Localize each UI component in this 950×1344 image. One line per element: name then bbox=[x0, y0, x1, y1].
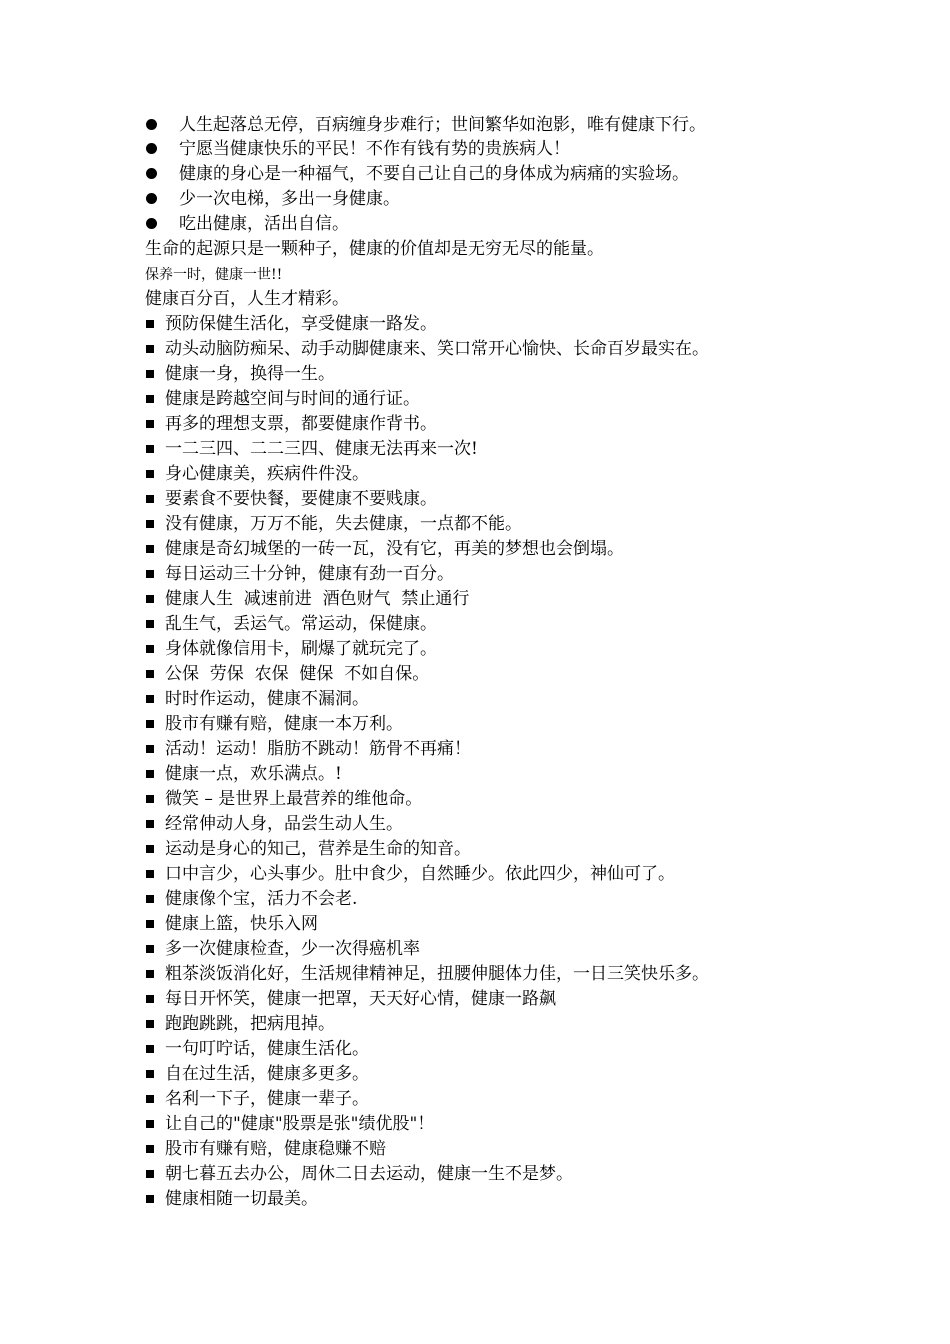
square-bullet-line bbox=[145, 1038, 369, 1060]
square-bullet-line bbox=[145, 488, 437, 510]
square-line-text: 每日开怀笑，健康一把罩，天天好心情，健康一路飙 bbox=[165, 989, 556, 1009]
square-bullet-line bbox=[145, 463, 369, 485]
square-bullet-icon bbox=[146, 720, 154, 728]
square-bullet-line bbox=[145, 513, 522, 535]
square-bullet-icon bbox=[146, 695, 154, 703]
square-bullet-icon bbox=[146, 1170, 154, 1178]
square-bullet-icon bbox=[146, 345, 154, 353]
square-bullet-icon bbox=[146, 670, 154, 678]
square-line-text: 时时作运动，健康不漏洞。 bbox=[165, 689, 369, 709]
square-bullet-line bbox=[145, 738, 471, 760]
square-bullet-icon bbox=[146, 545, 154, 553]
square-line-text: 朝七暮五去办公，周休二日去运动，健康一生不是梦。 bbox=[165, 1164, 573, 1184]
square-bullet-line bbox=[145, 938, 420, 960]
square-bullet-icon bbox=[146, 445, 154, 453]
square-bullet-icon bbox=[146, 995, 154, 1003]
square-line-text: 预防保健生活化，享受健康一路发。 bbox=[165, 314, 437, 334]
plain-line: 生命的起源只是一颗种子，健康的价值却是无穷无尽的能量。 bbox=[145, 239, 604, 259]
square-bullet-icon bbox=[146, 820, 154, 828]
square-bullet-icon bbox=[146, 1195, 154, 1203]
square-bullet-line bbox=[145, 588, 469, 610]
square-line-text: 健康是跨越空间与时间的通行证。 bbox=[165, 389, 420, 409]
square-bullet-line bbox=[145, 613, 437, 635]
square-bullet-icon bbox=[146, 1045, 154, 1053]
square-bullet-line bbox=[145, 363, 335, 385]
square-bullet-icon bbox=[146, 870, 154, 878]
square-bullet-icon bbox=[146, 845, 154, 853]
square-bullet-line bbox=[145, 1138, 386, 1160]
square-line-text: 名利一下子，健康一辈子。 bbox=[165, 1089, 369, 1109]
square-bullet-line bbox=[145, 663, 429, 685]
square-bullet-line bbox=[145, 963, 709, 985]
bullet-line bbox=[145, 138, 570, 160]
square-line-text: 健康是奇幻城堡的一砖一瓦，没有它，再美的梦想也会倒塌。 bbox=[165, 539, 624, 559]
square-bullet-icon bbox=[146, 570, 154, 578]
square-bullet-icon bbox=[146, 945, 154, 953]
square-bullet-icon bbox=[146, 1020, 154, 1028]
round-bullet-icon bbox=[146, 218, 157, 229]
bullet-line bbox=[145, 163, 689, 185]
square-bullet-line bbox=[145, 1113, 434, 1135]
square-bullet-line bbox=[145, 838, 471, 860]
square-line-text: 健康一身，换得一生。 bbox=[165, 364, 335, 384]
bullet-line-text: 人生起落总无停，百病缠身步难行；世间繁华如泡影，唯有健康下行。 bbox=[179, 115, 706, 135]
round-bullet-icon bbox=[146, 193, 157, 204]
square-line-text: 粗茶淡饭消化好，生活规律精神足，扭腰伸腿体力佳，一日三笑快乐多。 bbox=[165, 964, 709, 984]
square-bullet-icon bbox=[146, 595, 154, 603]
square-line-text: 健康像个宝，活力不会老. bbox=[165, 889, 358, 909]
square-line-text: 健康相随一切最美。 bbox=[165, 1189, 318, 1209]
square-bullet-line bbox=[145, 313, 437, 335]
square-bullet-icon bbox=[146, 370, 154, 378]
square-line-text: 口中言少，心头事少。肚中食少，自然睡少。依此四少，神仙可了。 bbox=[165, 864, 675, 884]
bullet-line bbox=[145, 213, 349, 235]
square-bullet-icon bbox=[146, 645, 154, 653]
square-bullet-line bbox=[145, 563, 454, 585]
square-line-text: 动头动脑防痴呆、动手动脚健康来、笑口常开心愉快、长命百岁最实在。 bbox=[165, 339, 709, 359]
round-bullet-icon bbox=[146, 119, 157, 130]
square-bullet-line bbox=[145, 388, 420, 410]
square-bullet-line bbox=[145, 988, 556, 1010]
square-bullet-line bbox=[145, 1063, 369, 1085]
square-bullet-line bbox=[145, 813, 403, 835]
bullet-line-text: 健康的身心是一种福气，不要自己让自己的身体成为病痛的实验场。 bbox=[179, 164, 689, 184]
square-bullet-icon bbox=[146, 520, 154, 528]
square-bullet-icon bbox=[146, 395, 154, 403]
square-bullet-icon bbox=[146, 895, 154, 903]
square-line-text: 健康上篮，快乐入网 bbox=[165, 914, 318, 934]
square-line-text: 健康人生 减速前进 酒色财气 禁止通行 bbox=[165, 589, 470, 609]
square-bullet-icon bbox=[146, 770, 154, 778]
bullet-line bbox=[145, 114, 706, 136]
square-line-text: 公保 劳保 农保 健保 不如自保。 bbox=[165, 664, 430, 684]
square-bullet-line bbox=[145, 338, 709, 360]
square-bullet-icon bbox=[146, 495, 154, 503]
square-line-text: 没有健康，万万不能，失去健康，一点都不能。 bbox=[165, 514, 522, 534]
square-line-text: 经常伸动人身，品尝生动人生。 bbox=[165, 814, 403, 834]
square-bullet-line bbox=[145, 438, 478, 460]
plain-line: 保养一时，健康一世!! bbox=[145, 267, 283, 283]
square-bullet-icon bbox=[146, 1145, 154, 1153]
square-bullet-icon bbox=[146, 620, 154, 628]
square-line-text: 每日运动三十分钟，健康有劲一百分。 bbox=[165, 564, 454, 584]
square-line-text: 微笑 – 是世界上最营养的维他命。 bbox=[165, 789, 423, 809]
square-bullet-icon bbox=[146, 920, 154, 928]
square-bullet-icon bbox=[146, 1070, 154, 1078]
square-line-text: 再多的理想支票，都要健康作背书。 bbox=[165, 414, 437, 434]
square-line-text: 要素食不要快餐，要健康不要贱康。 bbox=[165, 489, 437, 509]
round-bullet-icon bbox=[146, 143, 157, 154]
square-line-text: 活动！运动！脂肪不跳动！筋骨不再痛！ bbox=[165, 739, 471, 759]
square-bullet-icon bbox=[146, 470, 154, 478]
square-line-text: 自在过生活，健康多更多。 bbox=[165, 1064, 369, 1084]
square-bullet-line bbox=[145, 1188, 318, 1210]
square-line-text: 乱生气，丢运气。常运动，保健康。 bbox=[165, 614, 437, 634]
square-line-text: 一二三四、二二三四、健康无法再来一次! bbox=[165, 439, 478, 459]
square-bullet-line bbox=[145, 863, 675, 885]
square-bullet-line bbox=[145, 538, 624, 560]
square-bullet-line bbox=[145, 638, 437, 660]
square-bullet-line bbox=[145, 413, 437, 435]
square-line-text: 让自己的"健康"股票是张"绩优股"！ bbox=[165, 1114, 435, 1134]
square-bullet-line bbox=[145, 888, 357, 910]
square-bullet-icon bbox=[146, 1095, 154, 1103]
square-bullet-icon bbox=[146, 745, 154, 753]
square-bullet-icon bbox=[146, 1120, 154, 1128]
square-line-text: 运动是身心的知己，营养是生命的知音。 bbox=[165, 839, 471, 859]
square-line-text: 健康一点，欢乐满点。! bbox=[165, 764, 342, 784]
square-bullet-line bbox=[145, 1163, 573, 1185]
square-bullet-icon bbox=[146, 970, 154, 978]
square-bullet-line bbox=[145, 1088, 369, 1110]
square-line-text: 身体就像信用卡，刷爆了就玩完了。 bbox=[165, 639, 437, 659]
square-line-text: 身心健康美，疾病件件没。 bbox=[165, 464, 369, 484]
square-bullet-icon bbox=[146, 320, 154, 328]
square-bullet-icon bbox=[146, 420, 154, 428]
round-bullet-icon bbox=[146, 168, 157, 179]
square-line-text: 跑跑跳跳，把病甩掉。 bbox=[165, 1014, 335, 1034]
square-bullet-line bbox=[145, 688, 369, 710]
square-line-text: 股市有赚有赔，健康一本万利。 bbox=[165, 714, 403, 734]
bullet-line-text: 少一次电梯，多出一身健康。 bbox=[179, 189, 400, 209]
bullet-line-text: 吃出健康，活出自信。 bbox=[179, 214, 349, 234]
bullet-line bbox=[145, 188, 400, 210]
square-bullet-line bbox=[145, 763, 342, 785]
square-bullet-line bbox=[145, 1013, 335, 1035]
square-line-text: 股市有赚有赔，健康稳赚不赔 bbox=[165, 1139, 386, 1159]
square-line-text: 多一次健康检查，少一次得癌机率 bbox=[165, 939, 420, 959]
square-bullet-icon bbox=[146, 795, 154, 803]
bullet-line-text: 宁愿当健康快乐的平民！不作有钱有势的贵族病人！ bbox=[179, 139, 570, 159]
plain-line: 健康百分百，人生才精彩。 bbox=[145, 289, 349, 309]
square-bullet-line bbox=[145, 713, 403, 735]
square-bullet-line bbox=[145, 788, 422, 810]
square-line-text: 一句叮咛话，健康生活化。 bbox=[165, 1039, 369, 1059]
square-bullet-line bbox=[145, 913, 318, 935]
